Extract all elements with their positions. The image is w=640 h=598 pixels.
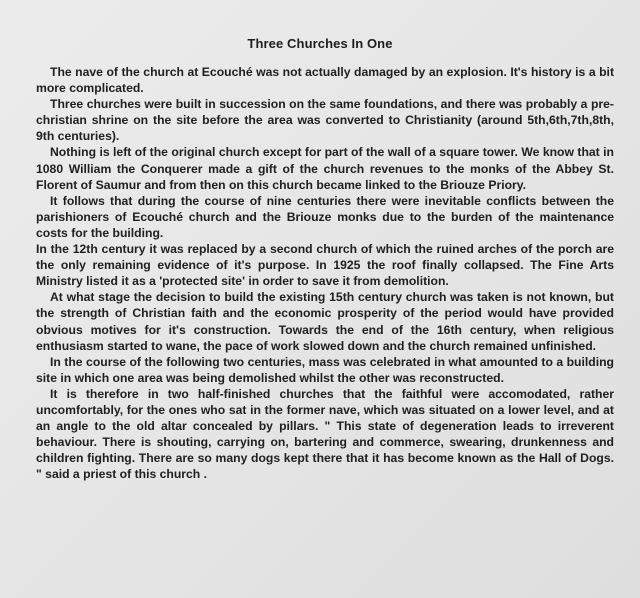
document-body xyxy=(36,64,614,482)
paragraph-4: It follows that during the course of nine centuries there were inevitable conflicts between the parishioners of Ecouché church and the Briouze monks due to the burden of the maintenance costs for the building. xyxy=(36,193,614,240)
paragraph-2: Three churches were built in succession on the same foundations, and there was probably a pre-christian shrine on the site before the area was converted to Christianity (around 5th,6th,7th,8th, 9th centuries). xyxy=(36,97,614,144)
paragraph-3: Nothing is left of the original church except for part of the wall of a square tower. We know that in 1080 William the Conquerer made a gift of the church revenues to the monks of the Abbey St. Florent of Saumur and from then on this church became linked to the Briouze Priory. xyxy=(36,145,614,192)
paragraph-7: In the course of the following two centuries, mass was celebrated in what amounted to a building site in which one area was being demolished whilst the other was reconstructed. xyxy=(36,354,614,385)
paragraph-1: The nave of the church at Ecouché was not actually damaged by an explosion. It's history is a bit more complicated. xyxy=(36,65,614,96)
paragraph-6: At what stage the decision to build the existing 15th century church was taken is not known, but the strength of Christian faith and the economic prosperity of the period would have provided obvious motives for it's construction. Towards the end of the 16th century, when religious enthusiasm started to wane, the pace of work slowed down and the church remained unfinished. xyxy=(36,290,614,353)
paragraph-5: In the 12th century it was replaced by a second church of which the ruined arches of the porch are the only remaining evidence of it's purpose. In 1925 the roof finally collapsed. The Fine Arts Ministry listed it as a 'protected site' in order to save it from demolition. xyxy=(36,242,614,289)
document-title: Three Churches In One xyxy=(247,36,393,51)
paragraph-8: It is therefore in two half-finished churches that the faithful were accomodated, rather uncomfortably, for the ones who sat in the former nave, which was situated on a lower level, and at an angle to the old altar concealed by pillars. " This state of degeneration leads to irreverent behaviour. There is shouting, carrying on, bartering and commerce, swearing, drunkenness and children fighting. There are so many dogs kept there that it has become known as the Hall of Dogs. " said a priest of this church . xyxy=(36,386,614,482)
